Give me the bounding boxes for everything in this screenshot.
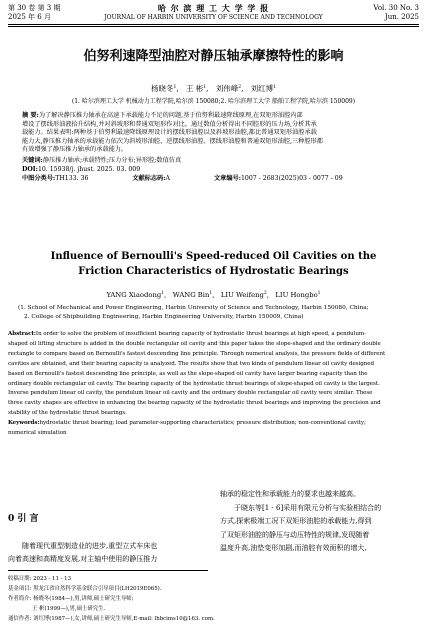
article-value: 1007 - 2683(2025)03 - 0077 - 09 (241, 175, 343, 182)
header-rule (8, 24, 419, 25)
cn-classification (22, 175, 405, 184)
body-line: 了双矩形油腔的静压与动压特性的规律,发现随着 (220, 530, 370, 539)
doccode-value: A (165, 175, 171, 182)
en-author-2: WANG Bin$^1$ (172, 291, 213, 299)
body-line: 向着高速和高精度发展,对主轴中使用的静压推力 (8, 555, 158, 563)
footnotes (8, 574, 419, 624)
en-keywords-line: numerical simulation (8, 430, 67, 437)
header-rule-thin (8, 26, 419, 27)
footnote-funding: 基金项目: 黑龙江省自然科学基金联合引导项目(LH2019E065). (8, 586, 162, 592)
journal-name-en: JOURNAL OF HARBIN UNIVERSITY OF SCIENCE AND TECHNOLOGY (104, 14, 323, 21)
en-title-line: Friction Characteristics of Hydrostatic Bearings (78, 266, 349, 277)
en-authors: YANG Xiaodong$^1$, WANG Bin$^1$, LIU Weifeng$^2$, LIU Hongbo$^1$ (106, 291, 321, 299)
header-volume-issue: 第 30 卷 第 3 期 (8, 4, 61, 12)
body-line: 于晓东等[1 - 6]采用有限元分析与实验相结合的 (234, 503, 382, 512)
en-abstract-line: based on Bernoulli's fastest descending line principle, as well as the slope-shaped oil cavity have larger bearing capacity than the (8, 370, 368, 377)
body-line: 随着现代重型制造业的进步,重型立式车床也 (22, 542, 158, 550)
en-author-4: LIU Hongbo$^1$ (275, 291, 321, 299)
header-vol-no: Vol. 30 No. 3 (373, 4, 419, 12)
cn-author-3: 刘伟峰$^2$ (215, 84, 242, 93)
en-affiliation-line: 2. College of Shipbuilding Engineering, Harbin Engineering University, Harbin 150009, China) (24, 313, 304, 320)
en-abstract (8, 330, 419, 439)
cn-abstract-line: 增设了摆线形油液拾升结构,并对斜坡形和普通双矩形作对比。通过数值分析得出不同腔形的压力场,分析其承 (22, 120, 317, 128)
cn-doi-value: 10. 15938/j. jhust. 2025. 03. 009 (37, 166, 141, 173)
en-abstract-line: ordinary double rectangular oil cavity. The bearing capacity of the hydrostatic thrust bearings of slope-shaped oil cavity is the largest. (8, 380, 380, 387)
cn-doi (22, 166, 405, 175)
en-author-3: LIU Weifeng$^2$ (220, 291, 267, 299)
en-affiliation-line: (1. School of Mechanical and Power Engineering, Harbin University of Science and Technology, Harbin 150080, China; (18, 305, 369, 311)
en-abstract-label: Abstract: (8, 331, 36, 337)
cn-author-4: 刘红博$^1$ (250, 84, 277, 93)
body-left-column (8, 540, 208, 566)
doccode-label: 文献标志码: (132, 175, 166, 182)
footnote-author-bio: 王 彬(1999—),男,硕士研究生. (32, 606, 106, 612)
clc-label: 中图分类号: (22, 175, 56, 182)
body-right-column (220, 488, 420, 556)
header-vol-en (373, 4, 419, 22)
body-line: 轴承的稳定性和承载能力的要求也越来越高。 (220, 490, 360, 498)
cn-abstract (22, 112, 405, 155)
footnote-rule (8, 570, 208, 571)
cn-abstract-label: 摘 要: (22, 112, 39, 119)
en-abstract-line: stability of the hydrostatic thrust bearings. (8, 410, 127, 417)
en-keywords-label: Keywords: (8, 420, 40, 427)
en-abstract-line: rectangle to compare based on Bernoulli's fastest descending line principle. Through numerical analysis, the pressure fields of different (8, 350, 386, 357)
cn-author-1: 杨晓冬$^1$ (150, 84, 177, 93)
en-abstract-line: In order to solve the problem of insufficient bearing capacity of hydrostatic thrust bearings at high speed, a pendulum- (35, 331, 366, 337)
body-line: 温度升高,油垫变形加剧,而油腔有效面积的增大, (220, 544, 367, 552)
cn-keywords (22, 157, 405, 166)
journal-header (0, 4, 427, 22)
footnote-author-bio: 作者简介: 杨晓冬(1984—),男,讲师,硕士研究生导师; (8, 596, 134, 602)
cn-abstract-line: 为了解决静压推力轴承在高速下承载能力不足的问题,基于伯努利最速降线原理,在双矩形油腔内部 (38, 112, 303, 119)
en-keywords-line: hydrostatic thrust bearing; load parameter-supporting characteristics; pressure distribution; non-conventional cavity; (39, 420, 366, 427)
journal-name-cn: 哈 尔 滨 理 工 大 学 学 报 (157, 3, 270, 13)
en-title-line: Influence of Bernoulli's Speed-reduced Oil Cavities on the (50, 251, 377, 262)
footnote-corresponding: 通信作者: 刘红博(1987—),女,讲师,硕士研究生导师,E-mail: lhbcims10@163. com. (8, 616, 215, 622)
en-abstract-line: cavities are obtained, and their bearing capacity is analyzed. The results show that two kinds of pendulum linear oil cavity designed (8, 360, 374, 367)
header-date: 2025 年 6 月 (8, 13, 51, 21)
en-author-1: YANG Xiaodong$^1$ (106, 291, 165, 299)
header-month-year: Jun. 2025 (384, 13, 419, 21)
cn-title: 伯努利速降型油腔对静压轴承摩擦特性的影响 (83, 49, 344, 64)
cn-author-2: 王 彬$^1$ (185, 84, 207, 93)
clc-value: TH133. 36 (55, 175, 89, 182)
cn-authors: 杨晓冬$^1$, 王 彬$^1$, 刘伟峰$^2$, 刘红博$^1$ (150, 84, 277, 93)
cn-keywords-text: 静压推力轴承;承载特性;压力分布;异形腔;数值仿真 (42, 157, 182, 164)
footnote-received: 收稿日期: 2023 - 11 - 13 (8, 576, 72, 582)
cn-keywords-label: 关键词: (22, 157, 43, 164)
body-line: 方式,探索极端工况下双矩形油腔的承载能力,得到 (220, 517, 372, 525)
en-title (0, 249, 427, 279)
section-heading: 0 引 言 (8, 514, 39, 524)
article-label: 文章编号: (213, 175, 241, 182)
en-affiliation (12, 304, 415, 321)
cn-abstract-line: 能力大,静压推力轴承的承载能力依次为斜坡形油腔、逆摆线形油腔、摆线形油腔和普通双矩形油腔,三种腔形都 (22, 137, 323, 145)
en-abstract-line: shaped oil lifting structure is added in the double rectangular oil cavity and this paper takes the slope-shaped and the ordinary double (8, 340, 381, 347)
en-abstract-line: Inverse pendulum linear oil cavity, the pendulum linear oil cavity and the ordinary double rectangular oil cavity were similar. These (8, 390, 373, 397)
cn-abstract-line: 有效增强了静压推力轴承的承载能力。 (22, 146, 128, 154)
cn-affiliation: (1. 哈尔滨理工大学 机械动力工程学院,哈尔滨 150080;2. 哈尔滨理工大学 船舶工程学院,哈尔滨 150009) (71, 98, 356, 105)
en-abstract-line: three cavity shapes are effective in enhancing the bearing capacity of the hydrostatic thrust bearings and improving the precision and (8, 400, 381, 407)
cn-doi-label: DOI: (22, 166, 38, 173)
cn-abstract-line: 载能力。结果表明:两种基于伯努利最速降线原理设计的摆线形油腔以及斜坡形油腔,都比普通双矩形油腔承载 (22, 129, 317, 137)
